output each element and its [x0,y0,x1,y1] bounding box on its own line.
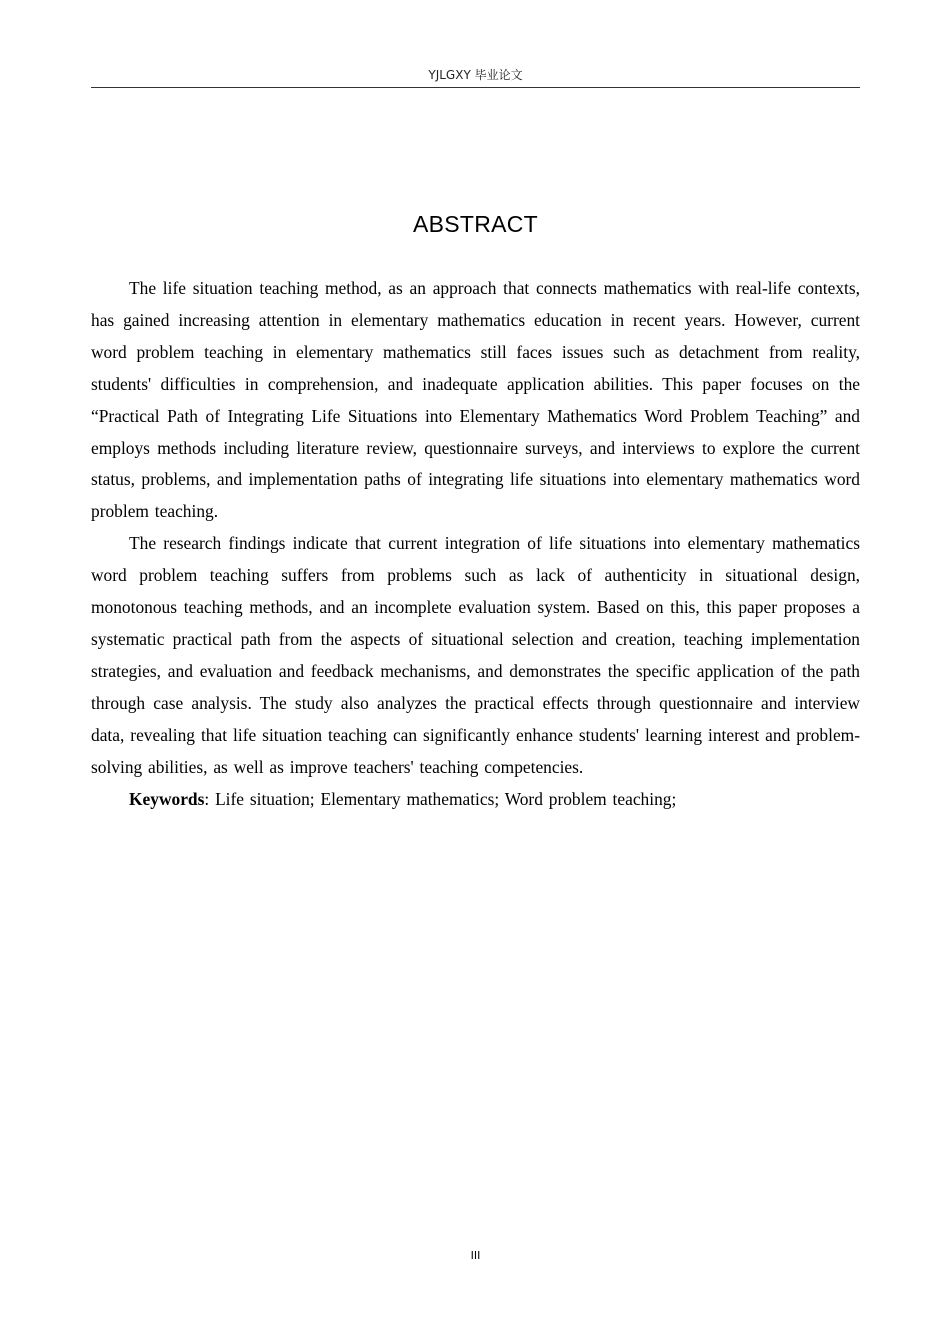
abstract-paragraph-1: The life situation teaching method, as an approach that connects mathematics with real-life contexts, has gained increasing attention in elementary mathematics education in recent years. However, current word problem teaching in elementary mathematics still faces issues such as detachment from reality, students' difficulties in comprehension, and inadequate application abilities. This paper focuses on the “Practical Path of Integrating Life Situations into Elementary Mathematics Word Problem Teaching” and employs methods including literature review, questionnaire surveys, and interviews to explore the current status, problems, and implementation paths of integrating life situations into elementary mathematics word problem teaching. [91,278,860,522]
keywords-label: Keywords [129,788,205,809]
header-divider [91,87,860,88]
abstract-paragraph-2: The research findings indicate that current integration of life situations into elementary mathematics word problem teaching suffers from problems such as lack of authenticity in situational design, monotonous teaching methods, and an incomplete evaluation system. Based on this, this paper proposes a systematic practical path from the aspects of situational selection and creation, teaching implementation strategies, and evaluation and feedback mechanisms, and demonstrates the specific application of the path through case analysis. The study also analyzes the practical effects through questionnaire and interview data, revealing that life situation teaching can significantly enhance students' learning interest and problem-solving abilities, as well as improve teachers' teaching competencies. [91,533,860,777]
keywords-line [91,784,860,816]
keywords-text: Life situation; Elementary mathematics; Word problem teaching; [215,788,677,809]
running-header: YJLGXY 毕业论文 [428,68,523,82]
abstract-title: ABSTRACT [412,211,539,237]
abstract-body [91,273,860,815]
keywords-separator: : [204,788,210,809]
page-number: III [470,1249,481,1262]
